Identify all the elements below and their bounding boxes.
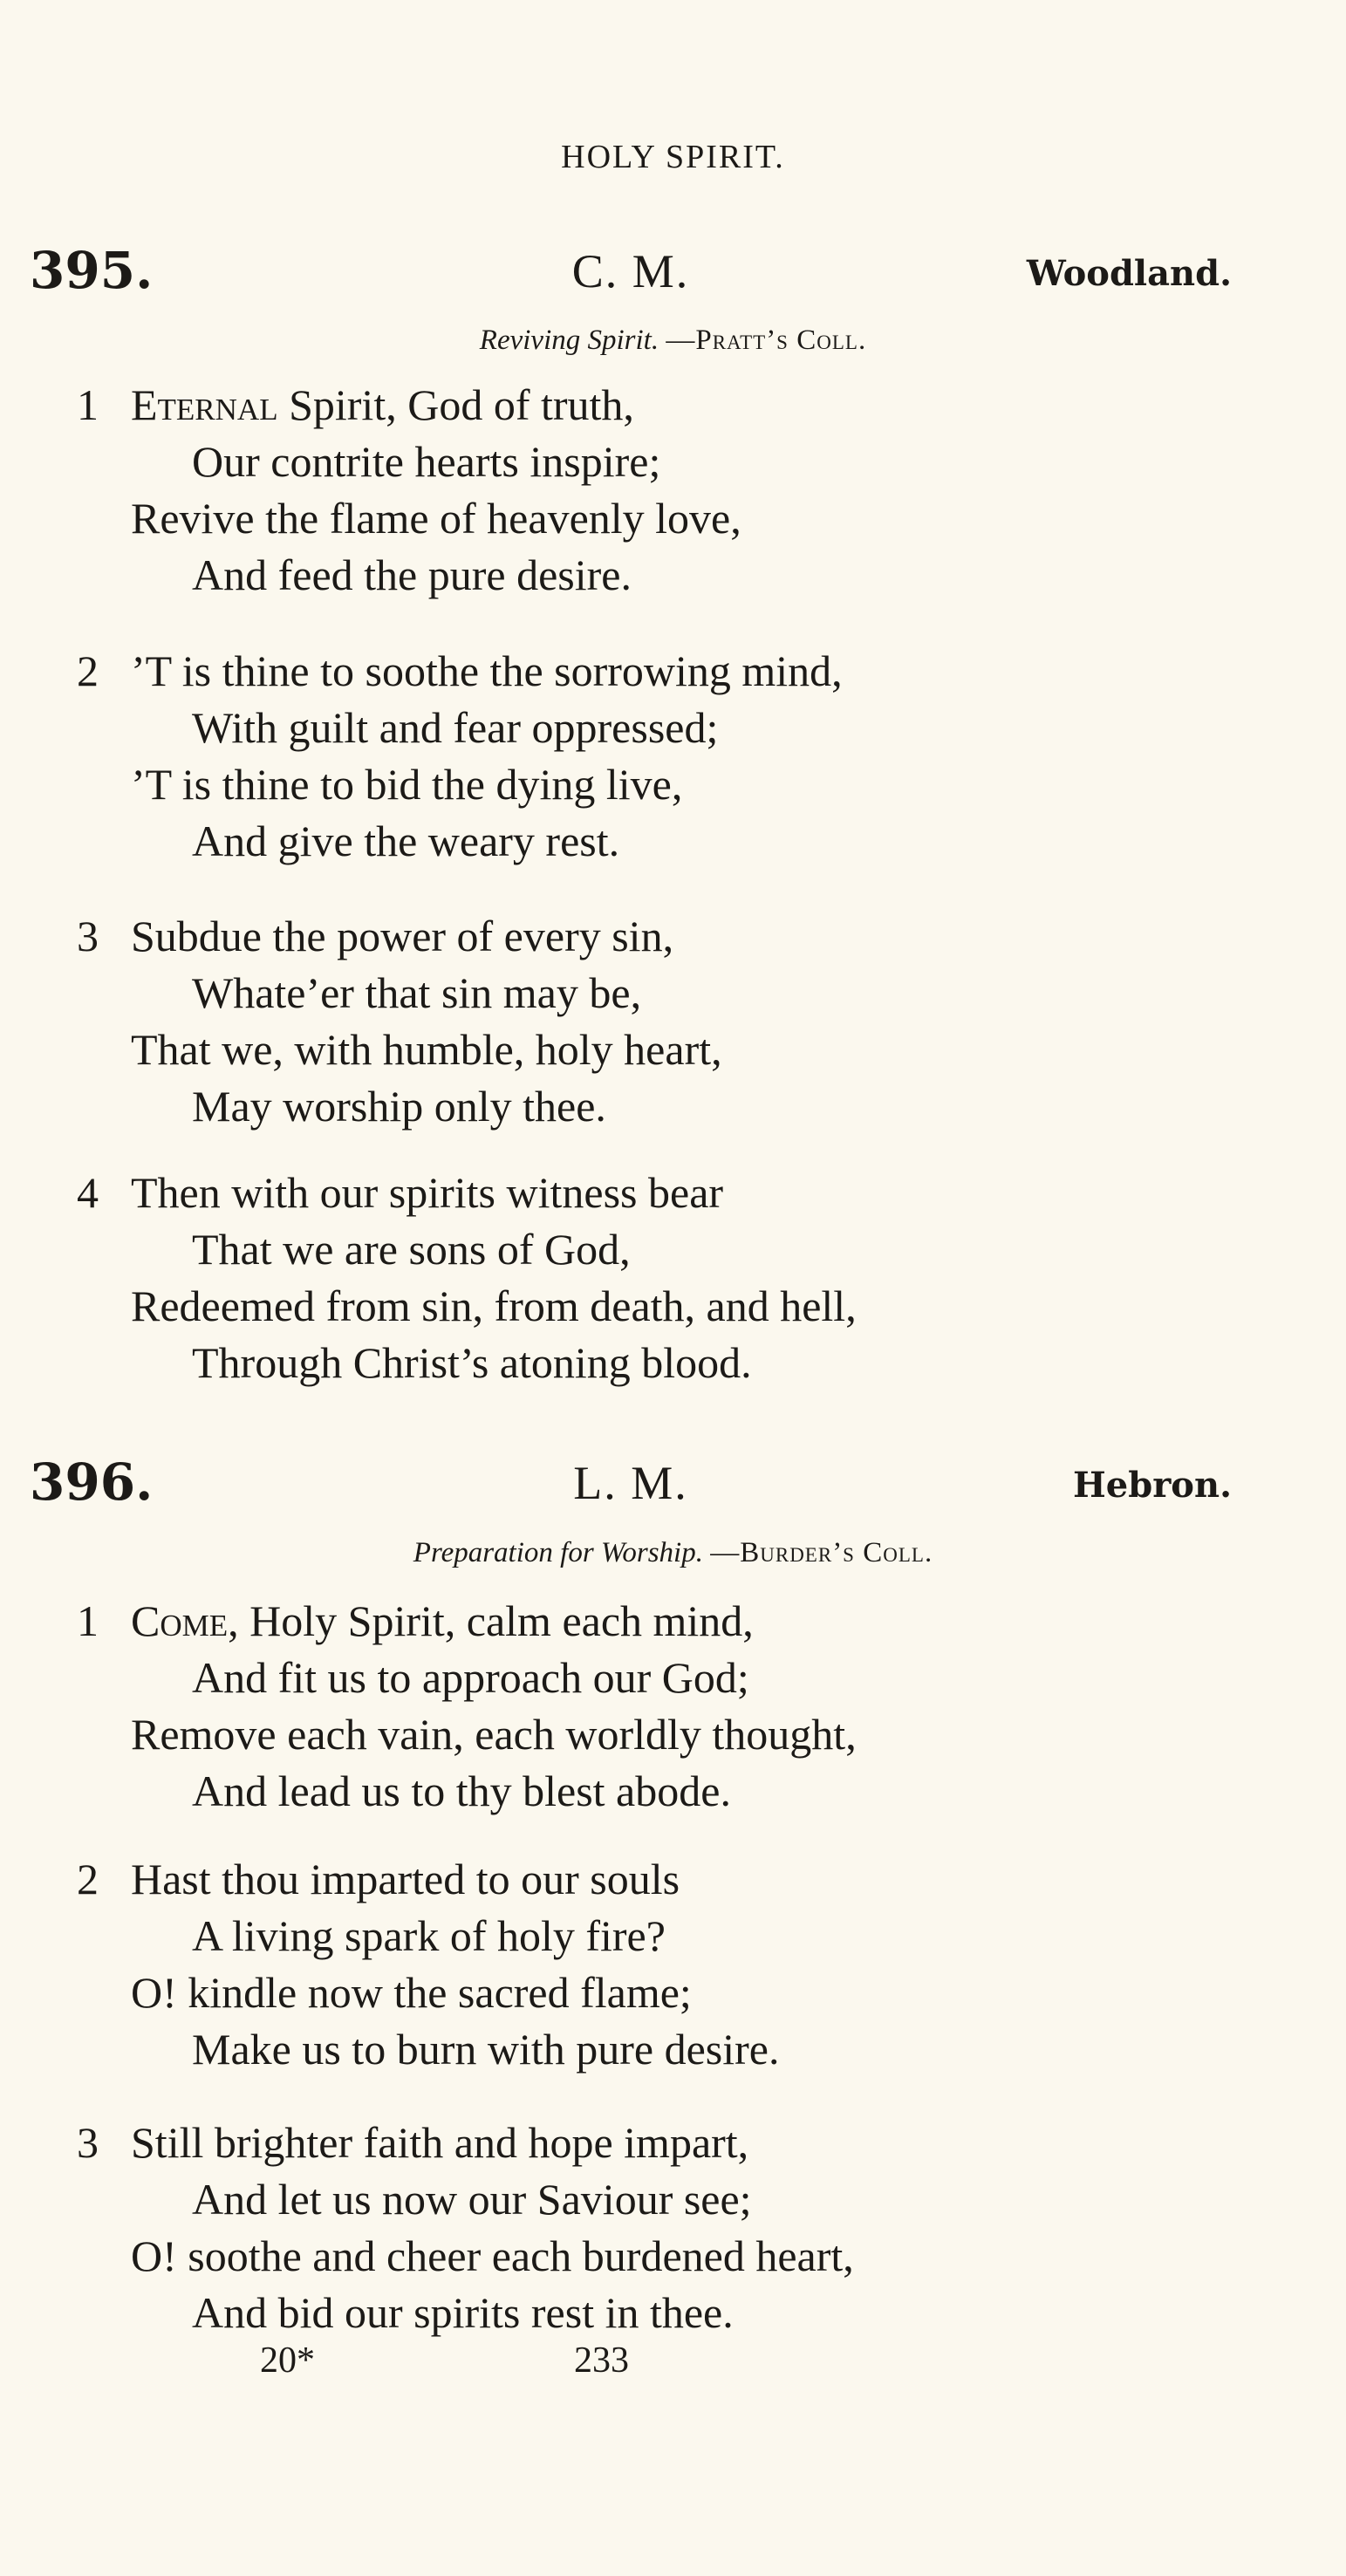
hymn-title: Reviving Spirit. — [479, 325, 659, 356]
stanza — [77, 1851, 780, 2078]
verse-line: Revive the flame of heavenly love, — [131, 494, 741, 543]
verse-line — [77, 1165, 857, 1221]
signature-mark: 20* — [260, 2340, 315, 2381]
verse-line-text: Spirit, God of truth, — [277, 380, 634, 429]
verse-line: That we are sons of God, — [192, 1225, 631, 1274]
hymn-subtitle — [0, 325, 1346, 357]
stanza-number: 2 — [77, 1855, 99, 1903]
verse-line: ’T is thine to bid the dying live, — [131, 760, 683, 809]
verse-line: Remove each vain, each worldly thought, — [131, 1710, 857, 1759]
verse-line: And bid our spirits rest in thee. — [192, 2288, 734, 2337]
stanza — [77, 1593, 857, 1820]
stanza — [77, 1165, 857, 1391]
verse-line — [77, 1851, 779, 1908]
stanza — [77, 377, 741, 604]
hymn-number: 395. — [30, 241, 154, 300]
hymn-meter: C. M. — [571, 245, 690, 297]
hymn-source: —Burder’s Coll. — [710, 1537, 933, 1568]
verse-line: May worship only thee. — [192, 1082, 606, 1131]
verse-line: And let us now our Saviour see; — [192, 2175, 752, 2224]
stanza-number: 2 — [77, 646, 99, 695]
verse-line: A living spark of holy fire? — [192, 1911, 666, 1960]
verse-line: And give the weary rest. — [192, 817, 620, 865]
stanza — [77, 908, 722, 1135]
verse-line-text: ’T is thine to soothe the sorrowing mind, — [131, 646, 843, 695]
verse-line: And lead us to thy blest abode. — [192, 1766, 731, 1815]
verse-line: And fit us to approach our God; — [192, 1653, 749, 1702]
verse-line: Whate’er that sin may be, — [192, 968, 642, 1017]
stanza-number: 1 — [77, 1596, 99, 1645]
stanza-number: 3 — [77, 2118, 99, 2167]
stanza — [77, 643, 843, 870]
verse-line — [77, 377, 741, 434]
verse-line — [77, 1593, 857, 1650]
hymn-header — [30, 241, 1232, 311]
stanza-number: 1 — [77, 380, 99, 429]
first-word: Eternal — [131, 380, 278, 429]
verse-line: And feed the pure desire. — [192, 550, 632, 599]
hymn-source: —Pratt’s Coll. — [666, 325, 867, 356]
hymn-header — [30, 1452, 1232, 1522]
verse-line: O! soothe and cheer each burdened heart, — [131, 2231, 854, 2280]
verse-line: Through Christ’s atoning blood. — [192, 1338, 752, 1387]
verse-line: Our contrite hearts inspire; — [192, 437, 661, 486]
first-word: Come — [131, 1596, 229, 1645]
hymn-tune: Woodland. — [1026, 253, 1232, 294]
verse-line: That we, with humble, holy heart, — [131, 1025, 722, 1074]
hymn-title: Preparation for Worship. — [413, 1537, 703, 1568]
verse-line: Redeemed from sin, from death, and hell, — [131, 1281, 857, 1330]
page-number: 233 — [574, 2340, 629, 2381]
running-head: HOLY SPIRIT. — [561, 139, 785, 175]
stanza-number: 4 — [77, 1168, 99, 1217]
hymn-meter: L. M. — [573, 1457, 688, 1509]
hymn-number: 396. — [30, 1452, 154, 1512]
verse-line — [77, 643, 843, 700]
verse-line: With guilt and fear oppressed; — [192, 703, 719, 752]
verse-line-text: Still brighter faith and hope impart, — [131, 2118, 749, 2167]
verse-line: Make us to burn with pure desire. — [192, 2025, 780, 2074]
stanza-number: 3 — [77, 912, 99, 960]
verse-line — [77, 2115, 854, 2171]
verse-line — [77, 908, 722, 965]
hymn-tune: Hebron. — [1073, 1465, 1232, 1506]
stanza — [77, 2115, 854, 2341]
verse-line: O! kindle now the sacred flame; — [131, 1968, 692, 2017]
verse-line-text: Hast thou imparted to our souls — [131, 1855, 680, 1903]
verse-line-text: Then with our spirits witness bear — [131, 1168, 724, 1217]
verse-line-text: , Holy Spirit, calm each mind, — [228, 1596, 754, 1645]
hymn-subtitle — [0, 1537, 1346, 1569]
verse-line-text: Subdue the power of every sin, — [131, 912, 674, 960]
